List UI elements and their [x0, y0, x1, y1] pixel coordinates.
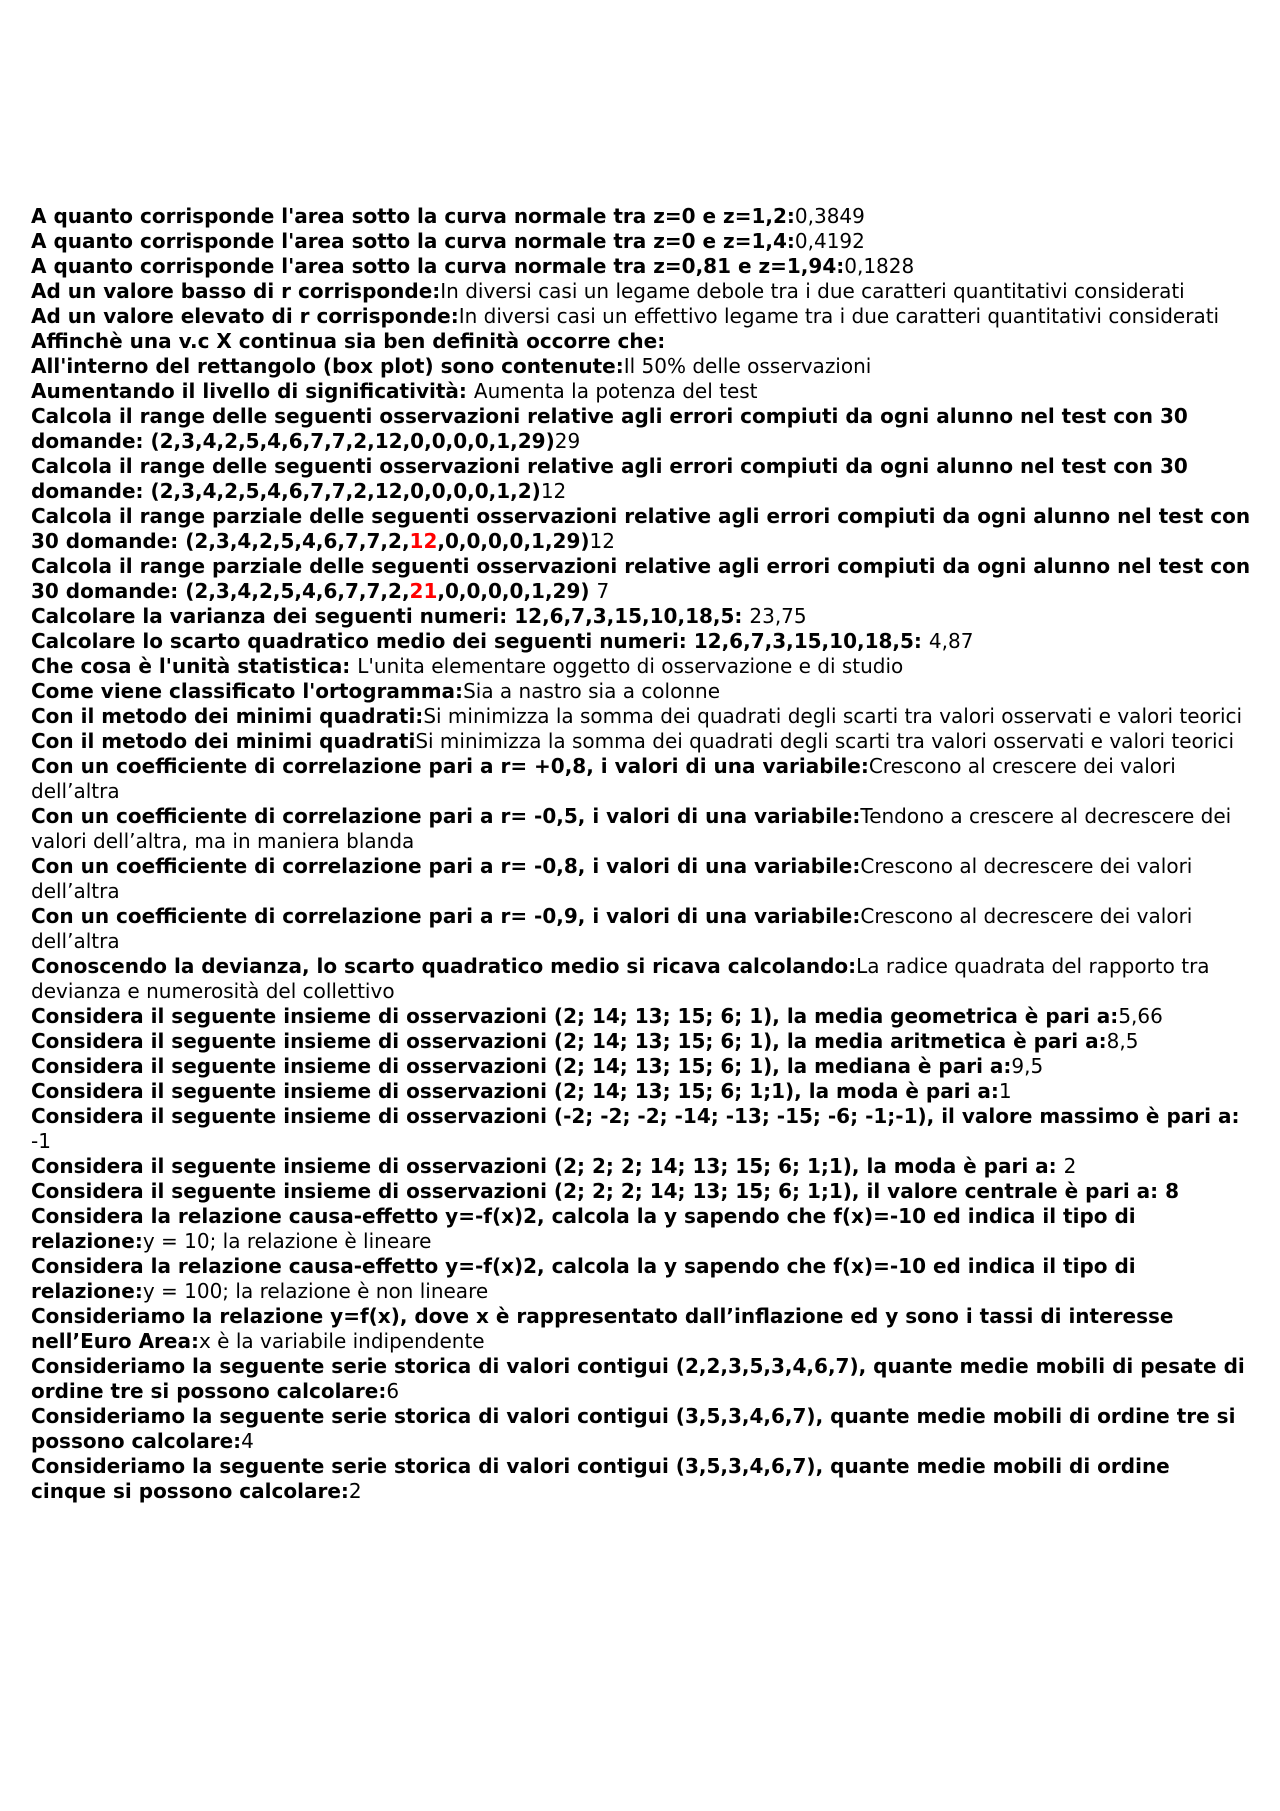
question-text: Affinchè una v.c X continua sia ben definità occorre che:	[31, 329, 666, 353]
question-text: Ad un valore basso di r corrisponde:	[31, 279, 441, 303]
qa-entry	[31, 1054, 1251, 1079]
question-text: Calcola il range parziale delle seguenti osservazioni relative agli errori compiuti da ogni alunno nel test con 30 domande: (2,3,4,2,5,4,6,7,7,2,	[31, 504, 1251, 553]
question-text-tail: ,0,0,0,0,1,29)	[437, 529, 590, 553]
answer-text: 0,1828	[844, 254, 915, 278]
question-text: A quanto corrisponde l'area sotto la curva normale tra z=0 e z=1,4:	[31, 229, 795, 253]
qa-entry	[31, 254, 1251, 279]
answer-text: 0,3849	[794, 204, 865, 228]
qa-entry	[31, 1404, 1251, 1454]
answer-text: Sia a nastro sia a colonne	[463, 679, 720, 703]
question-text: Calcolare lo scarto quadratico medio dei seguenti numeri: 12,6,7,3,15,10,18,5:	[31, 629, 929, 653]
answer-text: 2	[1063, 1154, 1077, 1178]
answer-text: Crescono al decrescere dei valori dell’altra	[31, 904, 1193, 953]
question-text: Considera il seguente insieme di osservazioni (2; 14; 13; 15; 6; 1), la media geometrica è pari a:	[31, 1004, 1119, 1028]
answer-text: y = 100; la relazione è non lineare	[142, 1279, 489, 1303]
question-text: Considera il seguente insieme di osservazioni (2; 14; 13; 15; 6; 1), la media aritmetica è pari a:	[31, 1029, 1107, 1053]
qa-entry	[31, 604, 1251, 629]
qa-entry	[31, 1079, 1251, 1104]
qa-entry	[31, 1204, 1251, 1254]
question-text: Calcola il range delle seguenti osservazioni relative agli errori compiuti da ogni alunno nel test con 30 domande: (2,3,4,2,5,4,6,7,7,2,12,0,0,0,0,1,2)	[31, 454, 1188, 503]
qa-entry	[31, 854, 1251, 904]
document-page	[31, 204, 1251, 1504]
answer-text: 6	[386, 1379, 400, 1403]
question-text: Con un coefficiente di correlazione pari a r= +0,8, i valori di una variabile:	[31, 754, 869, 778]
question-text: Ad un valore elevato di r corrisponde:	[31, 304, 459, 328]
answer-text: 5,66	[1118, 1004, 1163, 1028]
question-text: All'interno del rettangolo (box plot) sono contenute:	[31, 354, 624, 378]
question-text: Considera il seguente insieme di osservazioni (2; 14; 13; 15; 6; 1), la mediana è pari a:	[31, 1054, 1012, 1078]
qa-entry	[31, 204, 1251, 229]
question-text: Con il metodo dei minimi quadrati:	[31, 704, 424, 728]
answer-text: -1	[31, 1129, 51, 1153]
question-text: A quanto corrisponde l'area sotto la curva normale tra z=0 e z=1,2:	[31, 204, 795, 228]
answer-text: In diversi casi un legame debole tra i due caratteri quantitativi considerati	[440, 279, 1185, 303]
answer-text: 12	[540, 479, 567, 503]
question-text: Aumentando il livello di significatività:	[31, 379, 474, 403]
qa-entry	[31, 1254, 1251, 1304]
qa-entry	[31, 329, 1251, 354]
question-text: Calcola il range delle seguenti osservazioni relative agli errori compiuti da ogni alunno nel test con 30 domande: (2,3,4,2,5,4,6,7,7,2,12,0,0,0,0,1,29)	[31, 404, 1188, 453]
question-text: Che cosa è l'unità statistica:	[31, 654, 358, 678]
highlighted-value: 12	[409, 529, 438, 553]
qa-entry	[31, 1304, 1251, 1354]
qa-entry	[31, 1029, 1251, 1054]
answer-text: 0,4192	[794, 229, 865, 253]
answer-text: Crescono al decrescere dei valori dell’altra	[31, 854, 1193, 903]
answer-text: Il 50% delle osservazioni	[623, 354, 872, 378]
question-text: Consideriamo la seguente serie storica di valori contigui (3,5,3,4,6,7), quante medie mobili di ordine cinque si possono calcolare:	[31, 1454, 1170, 1503]
question-text-tail: ,0,0,0,0,1,29)	[437, 579, 597, 603]
answer-text: Aumenta la potenza del test	[473, 379, 758, 403]
highlighted-value: 21	[409, 579, 438, 603]
question-text: Con un coefficiente di correlazione pari a r= -0,8, i valori di una variabile:	[31, 854, 861, 878]
qa-entry	[31, 454, 1251, 504]
answer-text: Si minimizza la somma dei quadrati degli scarti tra valori osservati e valori teorici	[423, 704, 1243, 728]
question-text: Consideriamo la seguente serie storica di valori contigui (2,2,3,5,3,4,6,7), quante medie mobili di pesate di ordine tre si possono calcolare:	[31, 1354, 1245, 1403]
qa-entry	[31, 754, 1251, 804]
answer-text: x è la variabile indipendente	[198, 1329, 485, 1353]
qa-entry	[31, 304, 1251, 329]
question-text: Considera il seguente insieme di osservazioni (-2; -2; -2; -14; -13; -15; -6; -1;-1), il valore massimo è pari a:	[31, 1104, 1240, 1128]
qa-entry	[31, 404, 1251, 454]
qa-entry	[31, 629, 1251, 654]
question-text: Considera la relazione causa-effetto y=-f(x)2, calcola la y sapendo che f(x)=-10 ed indica il tipo di relazione:	[31, 1254, 1136, 1303]
answer-text: 2	[348, 1479, 362, 1503]
answer-text: 23,75	[749, 604, 807, 628]
qa-entry	[31, 504, 1251, 554]
qa-entry	[31, 554, 1251, 604]
question-text: Considera il seguente insieme di osservazioni (2; 14; 13; 15; 6; 1;1), la moda è pari a:	[31, 1079, 999, 1103]
question-text: Con un coefficiente di correlazione pari a r= -0,9, i valori di una variabile:	[31, 904, 861, 928]
answer-text: 29	[554, 429, 581, 453]
qa-entry	[31, 679, 1251, 704]
question-text: Calcola il range parziale delle seguenti osservazioni relative agli errori compiuti da ogni alunno nel test con 30 domande: (2,3,4,2,5,4,6,7,7,2,	[31, 554, 1251, 603]
question-text: Come viene classificato l'ortogramma:	[31, 679, 464, 703]
question-text: Considera il seguente insieme di osservazioni (2; 2; 2; 14; 13; 15; 6; 1;1), la moda è pari a:	[31, 1154, 1064, 1178]
qa-entry	[31, 729, 1251, 754]
question-text: Considera la relazione causa-effetto y=-f(x)2, calcola la y sapendo che f(x)=-10 ed indica il tipo di relazione:	[31, 1204, 1136, 1253]
answer-text: In diversi casi un effettivo legame tra i due caratteri quantitativi considerati	[458, 304, 1220, 328]
qa-entry	[31, 954, 1251, 1004]
qa-entry	[31, 379, 1251, 404]
qa-entry	[31, 1454, 1251, 1504]
qa-entry	[31, 654, 1251, 679]
qa-entry	[31, 1179, 1251, 1204]
answer-text: La radice quadrata del rapporto tra devianza e numerosità del collettivo	[31, 954, 1210, 1003]
question-text: Consideriamo la relazione y=f(x), dove x è rappresentato dall’inflazione ed y sono i tassi di interesse nell’Euro Area:	[31, 1304, 1174, 1353]
question-text: Calcolare la varianza dei seguenti numeri: 12,6,7,3,15,10,18,5:	[31, 604, 750, 628]
question-text: Consideriamo la seguente serie storica di valori contigui (3,5,3,4,6,7), quante medie mobili di ordine tre si possono calcolare:	[31, 1404, 1236, 1453]
answer-text: Tendono a crescere al decrescere dei valori dell’altra, ma in maniera blanda	[31, 804, 1232, 853]
qa-entry	[31, 1354, 1251, 1404]
answer-text: Si minimizza la somma dei quadrati degli scarti tra valori osservati e valori teorici	[415, 729, 1235, 753]
question-text: Con il metodo dei minimi quadrati	[31, 729, 416, 753]
qa-entry	[31, 804, 1251, 854]
answer-text: 4	[241, 1429, 254, 1453]
question-text: Con un coefficiente di correlazione pari a r= -0,5, i valori di una variabile:	[31, 804, 861, 828]
answer-text: y = 10; la relazione è lineare	[142, 1229, 432, 1253]
qa-entry	[31, 1154, 1251, 1179]
qa-entry	[31, 354, 1251, 379]
answer-text: L'unita elementare oggetto di osservazione e di studio	[357, 654, 904, 678]
qa-entry	[31, 1104, 1251, 1154]
answer-text: 7	[596, 579, 610, 603]
question-text: A quanto corrisponde l'area sotto la curva normale tra z=0,81 e z=1,94:	[31, 254, 845, 278]
qa-entry	[31, 279, 1251, 304]
answer-text: 12	[589, 529, 615, 553]
qa-entry	[31, 229, 1251, 254]
answer-text: 8,5	[1106, 1029, 1139, 1053]
qa-entry	[31, 1004, 1251, 1029]
question-text: Conoscendo la devianza, lo scarto quadratico medio si ricava calcolando:	[31, 954, 857, 978]
answer-text: Crescono al crescere dei valori dell’altra	[31, 754, 1176, 803]
answer-text: 1	[998, 1079, 1012, 1103]
qa-entry	[31, 904, 1251, 954]
qa-entry	[31, 704, 1251, 729]
answer-text: 4,87	[928, 629, 974, 653]
answer-text: 9,5	[1011, 1054, 1044, 1078]
question-text: Considera il seguente insieme di osservazioni (2; 2; 2; 14; 13; 15; 6; 1;1), il valore centrale è pari a: 8	[31, 1179, 1180, 1203]
